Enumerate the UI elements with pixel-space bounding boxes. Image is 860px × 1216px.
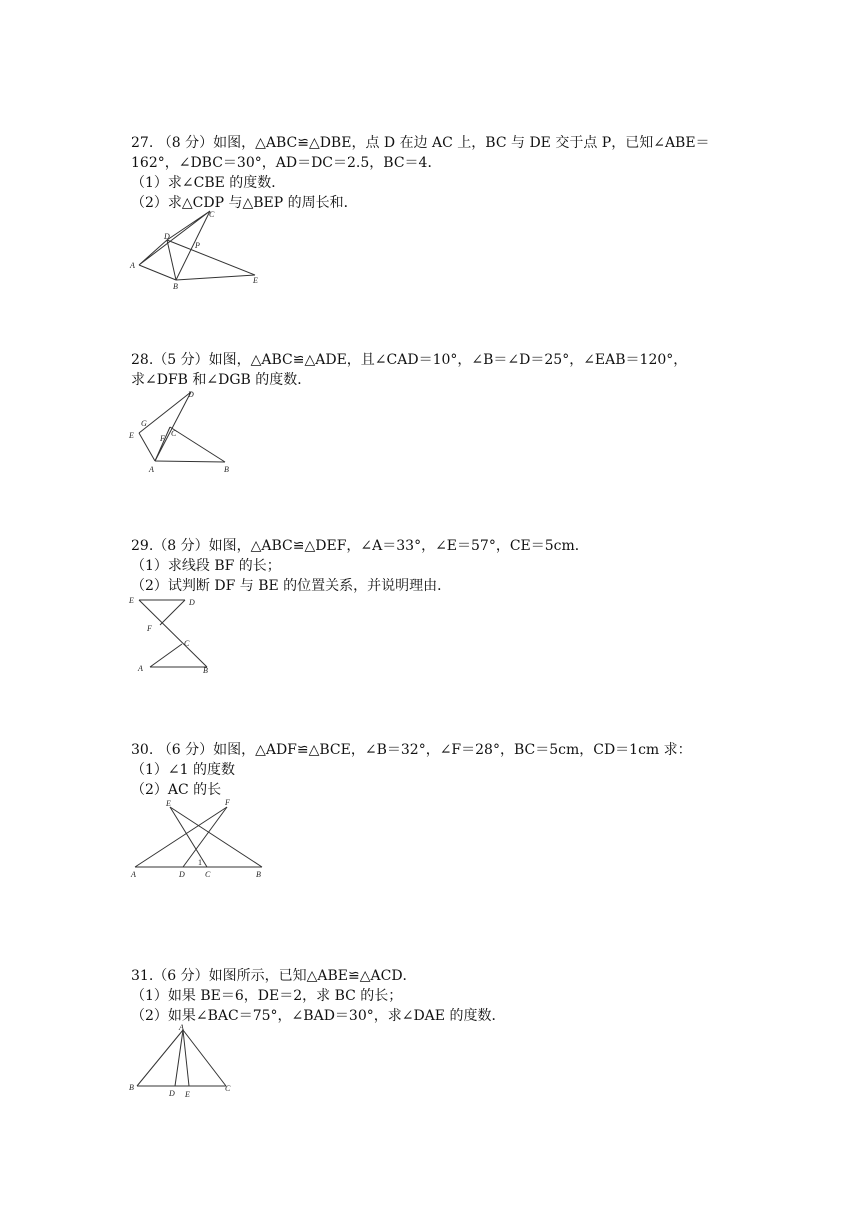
question-text-line: （1）∠1 的度数 [131, 762, 235, 778]
label-d: D [164, 232, 170, 241]
question-text-line: 31.（6 分）如图所示，已知△ABE≌△ACD． [131, 968, 417, 984]
label-b: B [173, 282, 178, 290]
label-b: B [203, 666, 208, 675]
segment-df [183, 807, 227, 867]
question-text-line: 162°，∠DBC＝30°，AD＝DC＝2.5，BC＝4． [131, 155, 442, 171]
label-d: D [189, 598, 195, 607]
segment-eb [139, 600, 207, 667]
triangle-abc-edges [139, 211, 210, 265]
label-c: C [225, 1084, 231, 1093]
figure-28 [125, 388, 240, 478]
figure-29 [125, 592, 225, 677]
label-e: E [166, 799, 171, 808]
label-g: G [141, 419, 147, 428]
question-28 [131, 350, 741, 390]
label-b: B [129, 1083, 134, 1092]
label-a: A [138, 664, 143, 673]
label-a: A [149, 465, 154, 474]
question-text-line: 27. （8 分）如图，△ABC≌△DBE，点 D 在边 AC 上，BC 与 DE 交于点 P，已知∠ABE＝ [131, 135, 710, 151]
figure-31 [125, 1022, 240, 1102]
label-c: C [171, 429, 177, 438]
figure-30 [125, 795, 270, 880]
segment-ac [150, 644, 182, 667]
question-text-line: 求∠DFB 和∠DGB 的度数． [131, 372, 312, 388]
label-e: E [253, 276, 258, 285]
question-29 [131, 536, 741, 596]
segment-ab [139, 265, 176, 280]
label-d: D [188, 390, 194, 399]
label-c: C [184, 639, 190, 648]
question-text-line: （2）AC 的长 [131, 782, 222, 798]
segment-be [176, 275, 255, 280]
figure-27 [125, 205, 270, 290]
question-text-line: （1）求∠CBE 的度数． [131, 175, 286, 191]
question-text-line: （1）如果 BE＝6，DE＝2，求 BC 的长； [131, 988, 403, 1004]
question-text-line: 30. （6 分）如图，△ADF≌△BCE，∠B＝32°，∠F＝28°，BC＝5cm，CD＝1cm 求： [131, 742, 692, 758]
segment-eb [170, 807, 262, 867]
segment-af [135, 807, 227, 867]
question-text-line: （2）试判断 DF 与 BE 的位置关系，并说明理由． [131, 578, 452, 594]
label-e: E [129, 596, 134, 605]
label-f: F [225, 798, 230, 807]
segment-ad [155, 392, 191, 461]
segment-df [160, 600, 185, 625]
segment-ed [139, 392, 191, 433]
segment-cb [170, 427, 225, 462]
label-e: E [129, 431, 134, 440]
label-f: F [160, 434, 165, 443]
label-p: P [195, 241, 200, 250]
label-a: A [179, 1023, 184, 1032]
label-angle-1: 1 [198, 858, 202, 867]
question-27 [131, 133, 741, 213]
segment-de [167, 240, 255, 275]
question-text-line: （2）如果∠BAC＝75°，∠BAD＝30°，求∠DAE 的度数． [131, 1008, 506, 1024]
question-text-line: （2）求△CDP 与△BEP 的周长和． [131, 195, 358, 211]
label-c: C [209, 210, 215, 219]
label-f: F [147, 624, 152, 633]
label-b: B [224, 465, 229, 474]
question-30 [131, 740, 741, 800]
question-text-line: 29.（8 分）如图，△ABC≌△DEF，∠A＝33°，∠E＝57°，CE＝5cm． [131, 538, 589, 554]
segment-ae [183, 1030, 189, 1086]
label-a: A [131, 870, 136, 879]
question-text-line: 28.（5 分）如图，△ABC≌△ADE，且∠CAD＝10°，∠B＝∠D＝25°，∠EAB＝120°， [131, 352, 688, 368]
label-e: E [185, 1090, 190, 1099]
segment-ab [155, 461, 225, 462]
label-c: C [205, 870, 211, 879]
label-b: B [256, 870, 261, 879]
segment-ac [183, 1030, 226, 1086]
segment-ae [139, 433, 155, 461]
label-d: D [169, 1089, 175, 1098]
question-31 [131, 966, 741, 1026]
label-d: D [179, 870, 185, 879]
segment-db [167, 240, 176, 280]
segment-ac [155, 427, 170, 461]
label-a: A [130, 261, 135, 270]
question-text-line: （1）求线段 BF 的长； [131, 558, 281, 574]
